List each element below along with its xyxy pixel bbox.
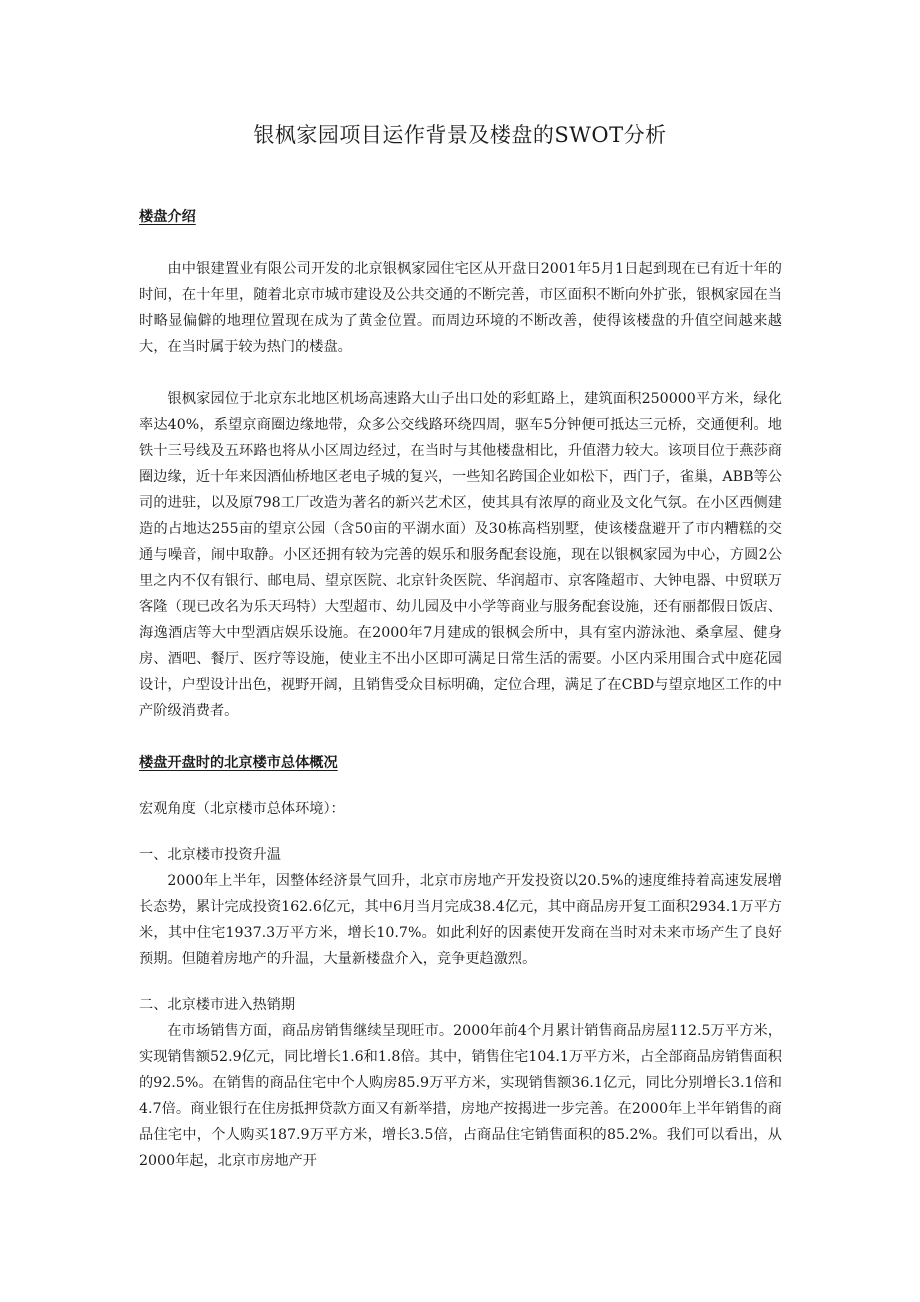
paragraph-intro-2: 银枫家园位于北京东北地区机场高速路大山子出口处的彩虹路上，建筑面积250000平方米，绿化率达40%，系望京商圈边缘地带，众多公交线路环绕四周，驱车5分钟便可抵达三元桥，交通便利。地铁十三号线及五环路也将从小区周边经过，在当时与其他楼盘相比，升值潜力较大。该项目位于燕莎商圈边缘，近十年来因酒仙桥地区老电子城的复兴，一些知名跨国企业如松下，西门子，雀巢，ABB等公司的进驻，以及原798工厂改造为著名的新兴艺术区，使其具有浓厚的商业及文化气氛。在小区西侧建造的占地达255亩的望京公园（含50亩的平湖水面）及30栋高档别墅，使该楼盘避开了市内糟糕的交通与噪音，闹中取静。小区还拥有较为完善的娱乐和服务配套设施，现在以银枫家园为中心，方圆2公里之内不仅有银行、邮电局、望京医院、北京针灸医院、华润超市、京客隆超市、大钟电器、中贸联万客隆（现已改名为乐天玛特）大型超市、幼儿园及中小学等商业与服务配套设施，还有丽都假日饭店、海逸酒店等大中型酒店娱乐设施。在2000年7月建成的银枫会所中，具有室内游泳池、桑拿屋、健身房、酒吧、餐厅、医疗等设施，使业主不出小区即可满足日常生活的需要。小区内采用围合式中庭花园设计，户型设计出色，视野开阔，且销售受众目标明确，定位合理，满足了在CBD与望京地区工作的中产阶级消费者。 bbox=[139, 391, 782, 719]
spacer bbox=[139, 230, 782, 256]
subsection-title-2: 二、北京楼市进入热销期 bbox=[139, 997, 296, 1013]
macro-label: 宏观角度（北京楼市总体环境）： bbox=[139, 801, 345, 817]
spacer bbox=[139, 822, 782, 842]
paragraph-subsection-2: 在市场销售方面，商品房销售继续呈现旺市。2000年前4个月累计销售商品房屋112.5万平方米，实现销售额52.9亿元，同比增长1.6和1.8倍。其中，销售住宅104.1万平方米，占全部商品房销售面积的92.5%。在销售的商品住宅中个人购房85.9万平方米，实现销售额36.1亿元，同比分别增长3.1倍和4.7倍。商业银行在住房抵押贷款方面又有新举措，房地产按揭进一步完善。在2000年上半年销售的商品住宅中，个人购买187.9万平方米，增长3.5倍，占商品住宅销售面积的85.2%。我们可以看出，从2000年起，北京市房地产开 bbox=[139, 1023, 782, 1169]
section-heading-intro: 楼盘介绍 bbox=[139, 209, 196, 225]
spacer bbox=[139, 776, 782, 796]
paragraph-intro-1: 由中银建置业有限公司开发的北京银枫家园住宅区从开盘日2001年5月1日起到现在已有近十年的时间，在十年里，随着北京市城市建设及公共交通的不断完善，市区面积不断向外扩张，银枫家园在当时略显偏僻的地理位置现在成为了黄金位置。而周边环境的不断改善，使得该楼盘的升值空间越来越大，在当时属于较为热门的楼盘。 bbox=[139, 261, 782, 355]
spacer bbox=[139, 360, 782, 386]
document-body bbox=[139, 204, 782, 1174]
paragraph-subsection-1: 2000年上半年，因整体经济景气回升，北京市房地产开发投资以20.5%的速度维持着高速发展增长态势，累计完成投资162.6亿元，其中6月当月完成38.4亿元，其中商品房开复工面积2934.1万平方米，其中住宅1937.3万平方米，增长10.7%。如此利好的因素使开发商在当时对未来市场产生了良好预期。但随着房地产的升温，大量新楼盘介入，竞争更趋激烈。 bbox=[139, 873, 782, 967]
document-title: 银枫家园项目运作背景及楼盘的SWOT分析 bbox=[253, 123, 667, 147]
spacer bbox=[139, 972, 782, 992]
spacer bbox=[139, 724, 782, 750]
section-heading-market: 楼盘开盘时的北京楼市总体概况 bbox=[139, 755, 338, 771]
subsection-title-1: 一、北京楼市投资升温 bbox=[139, 847, 281, 863]
